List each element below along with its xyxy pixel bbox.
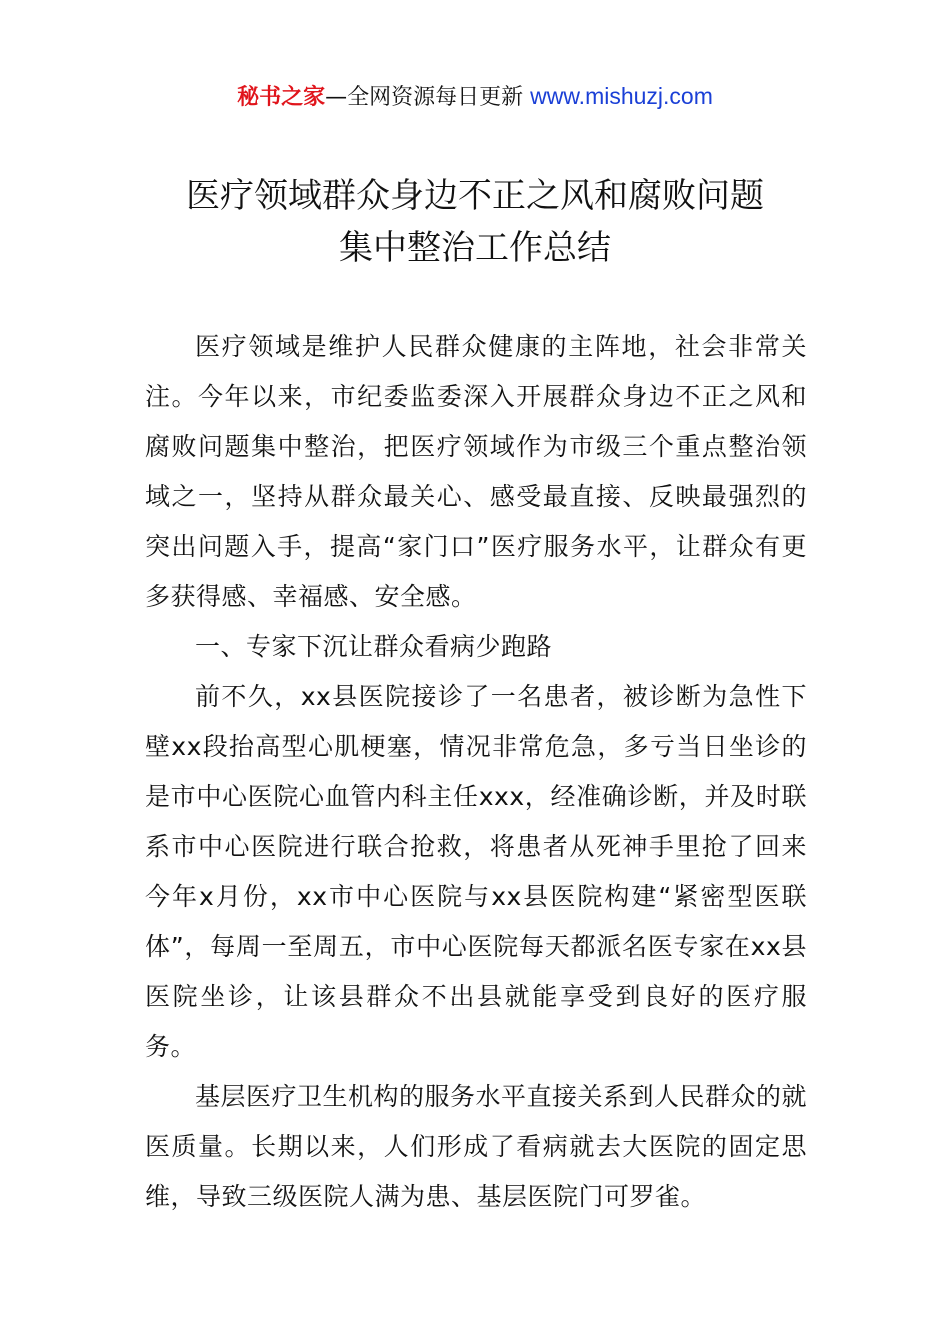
site-url-link[interactable]: www.mishuzj.com [530,83,713,109]
document-body [145,322,807,1222]
title-line-2: 集中整治工作总结 [339,228,611,268]
document-title [0,170,950,274]
title-line-1: 医疗领域群众身边不正之风和腐败问题 [186,176,764,216]
paragraph-intro: 医疗领域是维护人民群众健康的主阵地，社会非常关注。今年以来，市纪委监委深入开展群众身边不正之风和腐败问题集中整治，把医疗领域作为市级三个重点整治领域之一，坚持从群众最关心、感受最直接、反映最强烈的突出问题入手，提高“家门口”医疗服务水平，让群众有更多获得感、幸福感、安全感。 [145,332,807,611]
paragraph-basic-care: 基层医疗卫生机构的服务水平直接关系到人民群众的就医质量。长期以来，人们形成了看病就去大医院的固定思维，导致三级医院人满为患、基层医院门可罗雀。 [145,1082,808,1211]
header-tagline: —全网资源每日更新 [325,85,531,110]
site-header [0,80,950,114]
section-heading-1: 一、专家下沉让群众看病少跑路 [195,632,553,661]
paragraph-case: 前不久，xx县医院接诊了一名患者，被诊断为急性下壁xx段抬高型心肌梗塞，情况非常危急，多亏当日坐诊的是市中心医院心血管内科主任xxx，经准确诊断，并及时联系市中心医院进行联合抢救，将患者从死神手里抢了回来今年x月份，xx市中心医院与xx县医院构建“紧密型医联体”，每周一至周五，市中心医院每天都派名医专家在xx县医院坐诊，让该县群众不出县就能享受到良好的医疗服务。 [145,682,807,1061]
brand-name: 秘书之家 [237,85,326,110]
